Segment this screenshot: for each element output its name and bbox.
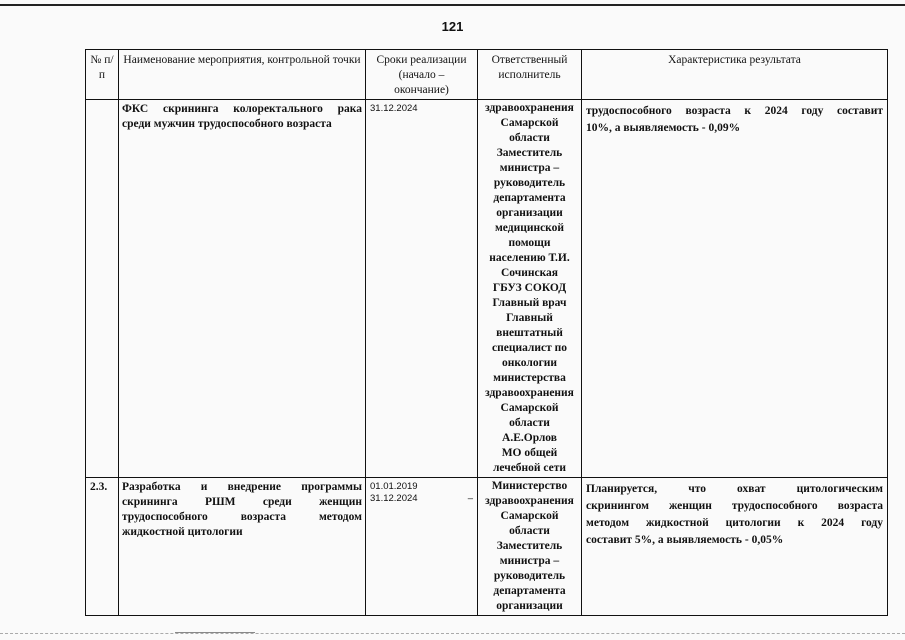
responsible-line: организации <box>496 207 563 219</box>
name-line: жидкостной цитологии <box>122 526 243 538</box>
responsible-line: руководитель <box>493 177 566 189</box>
result-line: 10%, а выявляемость - 0,09% <box>586 122 741 134</box>
responsible-line: области <box>509 525 550 537</box>
responsible-line: населению Т.И. <box>489 252 570 264</box>
row-result <box>582 478 888 616</box>
responsible-line: Главный <box>506 312 553 324</box>
responsible-line: министра – <box>499 162 560 174</box>
responsible-line: организации <box>496 600 563 612</box>
name-line: скрининга РШМ среди женщин <box>122 496 362 508</box>
date-start-text: 01.01.2019 <box>370 481 418 492</box>
responsible-line: онкологии <box>501 357 558 369</box>
responsible-line: здравоохранения <box>485 495 574 507</box>
row-responsible <box>478 100 582 478</box>
row-dates <box>366 478 478 616</box>
responsible-line: ГБУЗ СОКОД <box>492 282 567 294</box>
header-result: Характеристика результата <box>582 50 888 100</box>
name-line: трудоспособного возраста методом <box>122 511 362 523</box>
responsible-line: лечебной сети <box>492 462 567 474</box>
responsible-line: медицинской <box>494 222 565 234</box>
result-line: скринингом женщин трудоспособного возраста <box>586 500 883 512</box>
responsible-line: области <box>509 417 550 429</box>
row-num: 2.3. <box>86 478 119 616</box>
responsible-line: области <box>509 132 550 144</box>
row-responsible <box>478 478 582 616</box>
name-line: Разработка и внедрение программы <box>122 481 362 493</box>
result-line: Планируется, что охват цитологическим <box>586 483 883 495</box>
responsible-line: Главный врач <box>492 297 567 309</box>
result-line: составит 5%, а выявляемость - 0,05% <box>586 534 784 546</box>
name-line: ФКС скрининга колоректального рака <box>122 103 362 115</box>
row-name <box>119 100 366 478</box>
date-end: 31.12.2024 <box>370 493 418 504</box>
responsible-line: помощи <box>508 237 551 249</box>
result-line: методом жидкостной цитологии к 2024 году <box>586 517 883 529</box>
responsible-line: руководитель <box>493 570 566 582</box>
top-rule <box>0 4 905 6</box>
responsible-line: здравоохранения <box>485 102 574 114</box>
responsible-line: департамента <box>493 192 566 204</box>
responsible-line: здравоохранения <box>485 387 574 399</box>
responsible-line: министра – <box>499 555 560 567</box>
responsible-line: Самарской <box>500 117 559 129</box>
responsible-line: Самарской <box>500 402 559 414</box>
row-result <box>582 100 888 478</box>
row-name <box>119 478 366 616</box>
responsible-line: внештатный <box>496 327 563 339</box>
responsible-line: А.Е.Орлов <box>502 432 557 444</box>
header-num: № п/п <box>86 50 119 100</box>
page-number: 121 <box>441 19 464 34</box>
responsible-line: министерства <box>493 372 566 384</box>
responsible-line: Заместитель <box>496 147 563 159</box>
table-row <box>86 100 888 478</box>
row-num <box>86 100 119 478</box>
header-responsible: Ответственный исполнитель <box>478 50 582 100</box>
responsible-line: департамента <box>493 585 566 597</box>
result-line: трудоспособного возраста к 2024 году составит <box>586 105 883 117</box>
responsible-line: Самарской <box>500 510 559 522</box>
table-row <box>86 478 888 616</box>
table-header-row <box>86 50 888 100</box>
date-dash: – <box>467 493 473 504</box>
bottom-scan-line <box>0 633 905 635</box>
header-dates: Сроки реализации (начало – окончание) <box>366 50 478 100</box>
responsible-line: Заместитель <box>496 540 563 552</box>
bottom-scan-mark <box>175 632 255 633</box>
responsible-line: Министерство <box>491 480 568 492</box>
responsible-line: МО общей <box>501 447 558 459</box>
responsible-line: Сочинская <box>500 267 559 279</box>
measures-table <box>85 49 888 616</box>
name-line: среди мужчин трудоспособного возраста <box>122 118 332 130</box>
row-dates <box>366 100 478 478</box>
date-start: 31.12.2024 <box>370 103 418 114</box>
responsible-line: специалист по <box>491 342 568 354</box>
header-name: Наименование мероприятия, контрольной точки <box>119 50 366 100</box>
